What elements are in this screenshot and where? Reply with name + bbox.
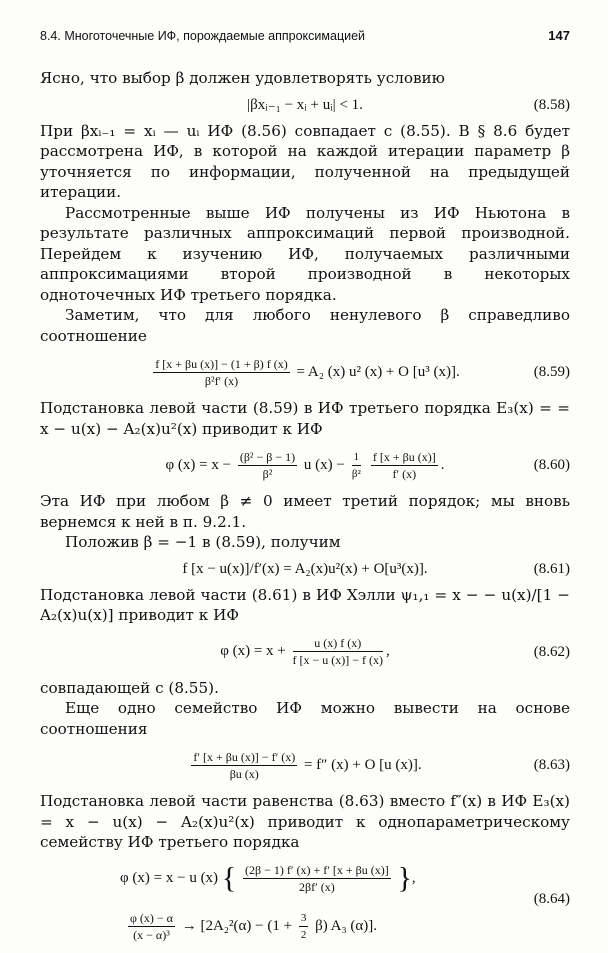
fraction bbox=[299, 911, 309, 942]
equation-number: (8.63) bbox=[533, 757, 570, 773]
equation-middle: u (x) − bbox=[303, 456, 345, 473]
numerator: u (x) f (x) bbox=[293, 636, 384, 652]
numerator: (β² − β − 1) bbox=[239, 449, 296, 464]
section-title: 8.4. Многоточечные ИФ, порождаемые аппроксимацией bbox=[40, 29, 366, 43]
book-page bbox=[40, 28, 570, 953]
numerator: f [x + βu (x)] − (1 + β) f (x) bbox=[155, 356, 288, 371]
paragraph-9: совпадающей с (8.55). bbox=[40, 678, 219, 697]
numerator: f′ [x + βu (x)] − f′ (x) bbox=[193, 749, 296, 764]
denominator: β² bbox=[351, 467, 361, 480]
equation-8-60: φ (x) = x − $\frac{\text{(β² − β − 1)}}{\text{β²}}$ u (x) − $\frac{1}{\text{β²}}$ $\frac{f [x + \beta u (x)]}{f' (x)}$ . (8.60) bbox=[165, 449, 570, 481]
paragraph-7: Положив β = −1 в (8.59), получим bbox=[65, 533, 341, 551]
equation-lhs: φ (x) = x − bbox=[165, 456, 232, 473]
paragraph-8: Подстановка левой части (8.61) в ИФ Хэлли ψ₁,₁ = x − − u(x)/[1 − A₂(x)u(x)] приводит к ИФ bbox=[40, 585, 570, 624]
limit-rhs-start: [2A₂²(α) − (1 + bbox=[200, 917, 293, 934]
denominator: βu (x) bbox=[229, 766, 259, 781]
equation-number: (8.64) bbox=[533, 890, 570, 907]
equation-line-2 bbox=[125, 911, 377, 942]
numerator: φ (x) − α bbox=[130, 910, 173, 925]
equation-rhs: = A₂ (x) u² (x) + O [u³ (x)]. bbox=[296, 363, 460, 380]
fraction bbox=[352, 450, 362, 481]
equation-number: (8.62) bbox=[533, 643, 570, 660]
equation-8-59 bbox=[40, 352, 570, 392]
equation-8-62 bbox=[40, 632, 570, 672]
fraction bbox=[243, 863, 391, 894]
numerator: 3 bbox=[299, 911, 309, 927]
denominator: 2 bbox=[300, 928, 307, 941]
fraction bbox=[191, 750, 297, 781]
equation-expression: |βxᵢ₋₁ − xᵢ + uᵢ| < 1. bbox=[247, 96, 363, 113]
left-brace: { bbox=[221, 861, 237, 894]
equation-tail: , bbox=[386, 642, 390, 659]
equation-number: (8.59) bbox=[533, 364, 570, 380]
paragraph-5: Подстановка левой части (8.59) в ИФ третьего порядка E₃(x) = = x − u(x) − A₂(x)u²(x) приводит к ИФ bbox=[40, 399, 570, 438]
equation-8-64 bbox=[40, 861, 570, 953]
fraction bbox=[371, 450, 438, 481]
equation-line-1 bbox=[120, 863, 416, 894]
numerator: 1 bbox=[352, 450, 362, 466]
equation-expression: f [x − u(x)]/f′(x) = A₂(x)u²(x) + O[u³(x)]. bbox=[182, 560, 428, 577]
paragraph-11: Подстановка левой части равенства (8.63) вместо f″(x) в ИФ E₃(x) = x − u(x) − A₂(x)u²(x) приводит к однопараметрическому семейству ИФ третьего порядка bbox=[40, 792, 570, 851]
denominator: f′ (x) bbox=[392, 466, 417, 481]
equation-number: (8.58) bbox=[533, 96, 570, 113]
equation-tail: , bbox=[411, 869, 416, 886]
right-brace: } bbox=[397, 861, 412, 894]
equation-lhs: φ (x) = x + bbox=[220, 642, 286, 659]
denominator: (x − α)³ bbox=[133, 927, 170, 942]
fraction bbox=[293, 636, 384, 667]
denominator: β²f′ (x) bbox=[204, 373, 239, 388]
paragraph-10: Еще одно семейство ИФ можно вывести на основе соотношения bbox=[40, 699, 570, 738]
numerator: (2β − 1) f′ (x) + f′ [x + βu (x)] bbox=[244, 862, 389, 877]
equation-number: (8.60) bbox=[533, 457, 570, 473]
page-number: 147 bbox=[548, 28, 570, 43]
fraction bbox=[153, 357, 289, 388]
equation-8-61 bbox=[40, 559, 570, 579]
equation-8-63 bbox=[40, 745, 570, 785]
numerator: f [x + βu (x)] bbox=[372, 449, 436, 464]
paragraph-6: Эта ИФ при любом β ≠ 0 имеет третий порядок; мы вновь вернемся к ней в п. 9.2.1. bbox=[40, 492, 570, 531]
paragraph-3: Рассмотренные выше ИФ получены из ИФ Ньютона в результате различных аппроксимаций первой производной. Перейдем к изучению ИФ, получаемых различными аппроксимациями второй производной в некоторых одноточечных ИФ третьего порядка. bbox=[40, 203, 570, 304]
denominator: f [x − u (x)] − f (x) bbox=[292, 653, 384, 667]
equation-number: (8.61) bbox=[533, 560, 570, 577]
denominator: β² bbox=[262, 466, 273, 481]
equation-lhs: φ (x) = x − u (x) bbox=[120, 869, 219, 886]
paragraph-2: При βxᵢ₋₁ = xᵢ — uᵢ ИФ (8.56) совпадает с (8.55). В § 8.6 будет рассмотрена ИФ, в которой на каждой итерации параметр β уточняется по информации, полученной на предыдущей итерации. bbox=[40, 121, 570, 201]
fraction bbox=[128, 911, 175, 942]
running-header bbox=[40, 28, 570, 50]
paragraph-1: Ясно, что выбор β должен удовлетворять условию bbox=[40, 69, 445, 87]
denominator: 2βf′ (x) bbox=[298, 879, 335, 894]
arrow: → bbox=[181, 917, 197, 934]
fraction bbox=[238, 450, 297, 481]
limit-rhs-end: β) A₃ (α)]. bbox=[315, 917, 378, 934]
paragraph-4: Заметим, что для любого ненулевого β справедливо соотношение bbox=[40, 306, 570, 345]
equation-8-58 bbox=[40, 95, 570, 115]
equation-rhs: = f″ (x) + O [u (x)]. bbox=[303, 756, 422, 773]
